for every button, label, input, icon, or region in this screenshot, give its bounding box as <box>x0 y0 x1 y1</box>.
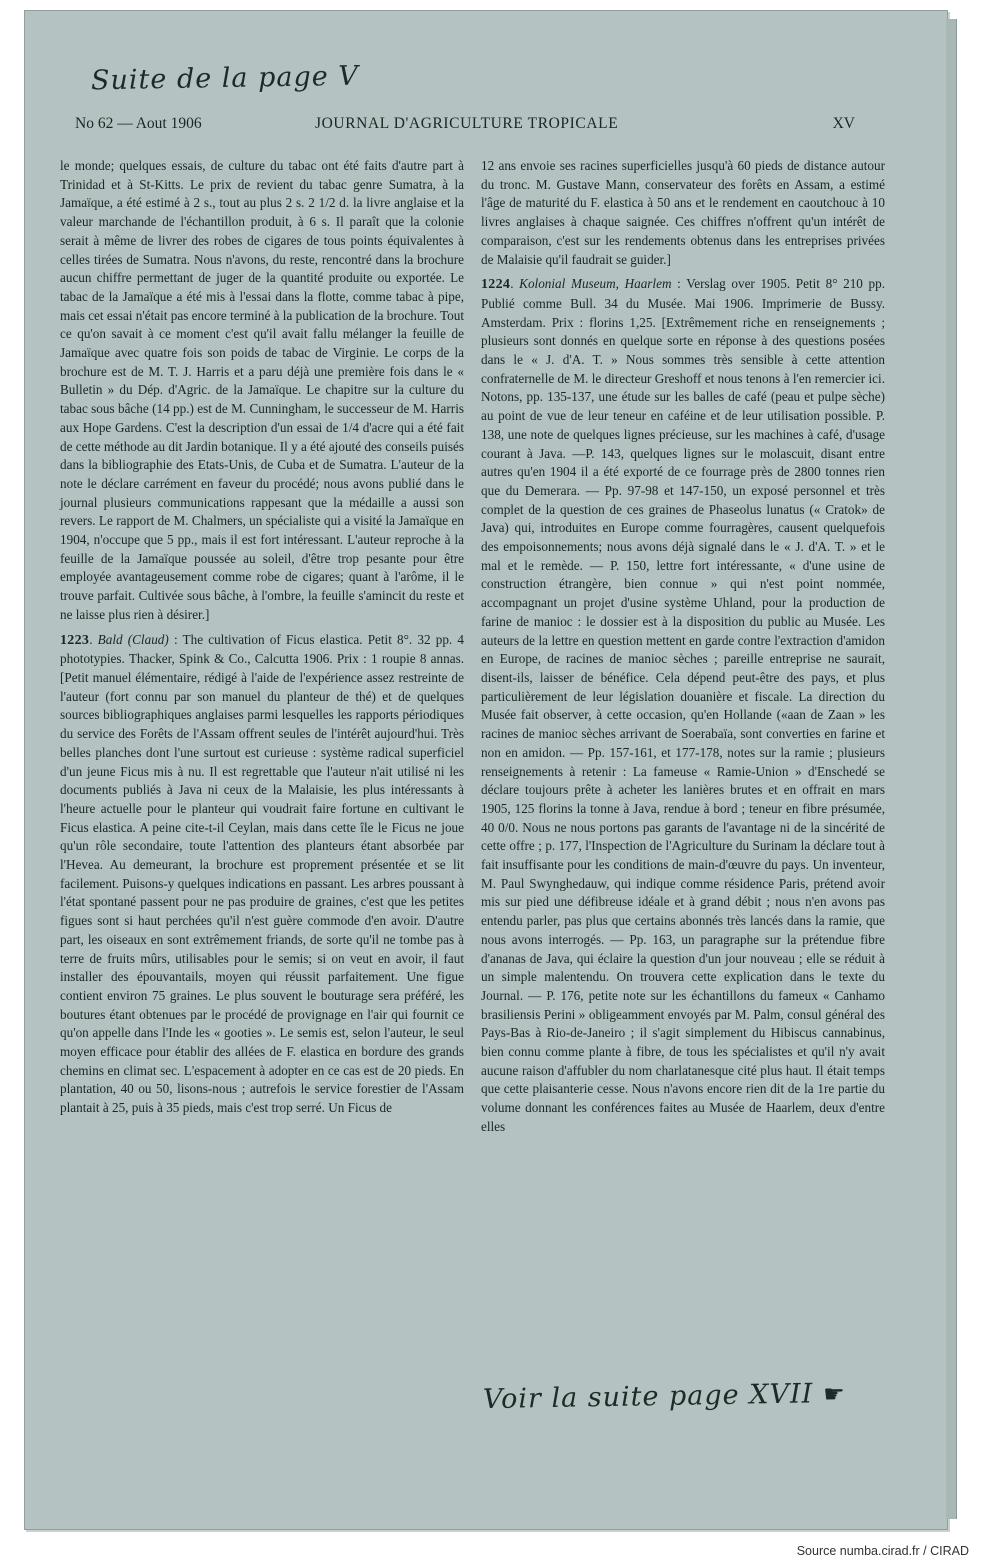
source-credit: Source numba.cirad.fr / CIRAD <box>796 1544 969 1558</box>
journal-title: JOURNAL D'AGRICULTURE TROPICALE <box>315 115 619 132</box>
page-header <box>75 115 855 143</box>
paragraph-tobacco: le monde; quelques essais, de culture du tabac ont été faits d'autre part à Trinidad et à St-Kitts. Le prix de revient du tabac genre Sumatra, à la Jamaïque, a été estimé à 2 s., tout au plus 2 s. 2 1/2 d. la livre anglaise et la valeur marchande de l'échantillon produit, à 6 s. Il paraît que la colonie serait à même de livrer des robes de cigares de tous points équivalentes à celles tirées de Sumatra. Nous n'avons, du reste, rencontré dans la brochure aucun chiffre permettant de juger de la quantité produite ou exportée. Le tabac de la Jamaïque a été mis à l'essai dans la flotte, comme tabac à pipe, mais cet essai n'était pas encore terminé à la publication de la brochure. Tout ce qu'on savait à ce moment c'est qu'il avait fallu mélanger la feuille de Jamaïque avec quatre fois son poids de tabac de Virginie. Le corps de la brochure est de M. T. J. Harris et a paru déjà une première fois dans le « Bulletin » du Dép. d'Agric. de la Jamaïque. Le chapitre sur la culture du tabac sous bâche (14 pp.) est de M. Cunningham, le successeur de M. Harris aux Hope Gardens. C'est la description d'un essai de 1/4 d'acre qui a été fait de cette méthode au dit Jardin botanique. Il y a été ajouté des conseils puisés dans la bibliographie des Etats-Unis, de Cuba et de Sumatra. L'auteur de la note le déclare carrément en faveur du procédé; nous avons publié dans le journal plusieurs communications rappesant que la médaille a aussi son revers. Le rapport de M. Chalmers, un spécialiste qui a visité la Jamaïque en 1904, n'occupe que 5 pp., mais il est fort intéressant. L'auteur reproche à la feuille de la Jamaïque poussée au soleil, d'être trop pesante pour être employée avantageusement comme robe de cigares; quant à l'arôme, il le trouve parfait. Cultivée sous bâche, à l'ombre, la feuille s'amincit du reste et ne laisse plus rien à désirer.] <box>60 158 465 622</box>
page-edge <box>946 19 957 1519</box>
entry-number: 1224 <box>481 277 511 293</box>
handwritten-note-bottom <box>483 1378 846 1415</box>
handwritten-note-top: Suite de la page V <box>90 60 360 97</box>
page-number: XV <box>832 115 855 132</box>
left-column <box>60 157 464 1124</box>
pointing-hand-icon: ☛ <box>823 1379 847 1409</box>
right-column <box>481 157 885 1143</box>
paragraph-ficus-end: 12 ans envoie ses racines superficielles jusqu'à 60 pieds de distance autour du tronc. M. Gustave Mann, conservateur des forêts en Assam, a estimé l'âge de maturité du F. elastica à 50 ans et le rendement en caoutchouc à 10 livres anglaises à chaque saignée. Ces chiffres n'offrent qu'un intérêt de comparaison, c'est sur les rendements obtenus dans les entreprises privées de Malaisie qu'il faudrait se guider.] <box>481 158 885 267</box>
entry-number: 1223 <box>60 632 90 648</box>
issue-number: No 62 — Aout 1906 <box>75 115 202 132</box>
continuation-text: Voir la suite page XVII <box>482 1378 814 1416</box>
entry-text: : Verslag over 1905. Petit 8° 210 pp. Publié comme Bull. 34 du Musée. Mai 1906. Imprimerie de Bussy. Amsterdam. Prix : florins 1,25. [Extrêmement riche en renseignements ; plusieurs sont donnés en quelque sorte en réponse à des questions posées dans le « J. d'A. T. » Nous sommes très sensible à cette attention confraternelle de M. le directeur Greshoff et nous tenons à l'en remercier ici. Notons, pp. 135-137, une étude sur les balles de café (peau et pulpe sèche) au point de vue de leur teneur en caféine et de leur utilisation possible. P. 138, une note de quelques lignes précieuse, sur les machines à café, d'usage courant à Java. —P. 143, quelques lignes sur le molascuit, disant entre autres qu'en 1904 il a été exporté de ce fourrage près de 2800 tonnes rien que du Demerara. — Pp. 97-98 et 147-150, un exposé personnel et très complet de la question de ces graines de Phaseolus lunatus (« Cratok» de Java) qui, introduites en Europe comme fourragères, causent quelquefois des empoisonnements; nous avons déjà signalé dans le « J. d'A. T. » et le mal et le remède. — P. 150, lettre fort intéressante, « d'une usine de construction étrangère, bien connue » qui n'est point nommée, accompagnant un projet d'usine système Uhland, pour la production de farine de manioc : le dossier est à la disposition du public au Musée. Les auteurs de la lettre en question mettent en garde contre l'extraction d'amidon en Europe, de racines de manioc sèches ; pareille entreprise ne saurait, disent-ils, laisser de bénéfice. Cela dépend peut-être des pays, et plus particulièrement de leur législation douanière et fiscale. La direction du Musée fait observer, à cette occasion, qu'en Hollande («aan de Zaan » les racines de manioc sèches arrivant de Soerabaïa, sont converties en farine et non en amidon. — Pp. 157-161, et 177-178, notes sur la ramie ; plusieurs renseignements à retenir : La fameuse « Ramie-Union » d'Enschedé se déclare toujours prête à acheter les lanières brutes et en offrait en mars 1905, 125 florins la tonne à Java, rendue à bord ; teneur en fibre présumée, 40 0/0. Nous ne nous portons pas garants de l'avantage ni de la sincérité de cette offre ; p. 177, l'Inspection de l'Agriculture du Surinam la déclare tout à fait insuffisante pour les conditions de main-d'œuvre du pays. Un inventeur, M. Paul Swynghedauw, qui indique comme résidence Paris, prétend avoir mis sur pied une défibreuse idéale et à grand débit ; nous n'en avons pas entendu parler, pas plus que certains abonnés très lancés dans la ramie, que nous avons interrogés. — Pp. 163, un paragraphe sur la prétendue fibre d'ananas de Java, qui éclaire la question d'un jour nouveau ; elle se réduit à un simple malentendu. On trouvera cette explication dans le texte du Journal. — P. 176, petite note sur les échantillons du fameux « Canhamo brasiliensis Perini » obligeamment envoyés par M. Palm, consul général des Pays-Bas à Rio-de-Janeiro ; il s'agit simplement du Hibiscus cannabinus, bien connu comme plante à fibre, de tous les spécialistes et qu'il n'y avait aucune raison d'affubler du nom charlatanesque cité plus haut. Il était temps que cette plaisanterie cesse. Nous n'avons encore rien dit de la 1re partie du volume donnant les conférences faites au Musée de Haarlem, deux d'entre elles <box>481 276 886 1134</box>
entry-text: : The cultivation of Ficus elastica. Petit 8°. 32 pp. 4 phototypies. Thacker, Spink & Co., Calcutta 1906. Prix : 1 roupie 8 annas. [Petit manuel élémentaire, rédigé à l'aide de l'expérience assez restreinte de l'auteur (fort connu par son manuel du planteur de thé) et de quelques sources bibliographiques anglaises parmi lesquelles les rapports périodiques du service des Forêts de l'Assam offrent seules de l'intérêt aujourd'hui. Très belles planches dont l'une surtout est curieuse : système radical superficiel d'un jeune Ficus mis à nu. Il est regrettable que l'auteur n'ait utilisé ni les documents publiés à Java ni ceux de la Malaisie, les plus intéressants à l'heure actuelle pour le planteur qui voudrait faire fortune en cultivant le Ficus elastica. A peine cite-t-il Ceylan, mais dans cette île le Ficus ne joue qu'un rôle secondaire, toute l'attention des planteurs étant absorbée par l'Hevea. Au demeurant, la brochure est proprement présentée et se lit facilement. Puisons-y quelques indications en passant. Les arbres poussant à l'état spontané passent pour ne pas produire de graines, c'est que les petites figues sont si haut perchées qu'il n'est guère commode d'en avoir. D'autre part, les oiseaux en sont extrêmement friands, de sorte qu'il ne tombe pas à terre de fruits mûrs, utilisables pour le semis; si on veut en avoir, il faut installer des épouvantails, moyen qui réussit parfaitement. Une figue contient environ 75 graines. Le plus souvent le bouturage sera préféré, les boutures étant obtenues par le procédé de provignage en l'air qui fournit ce qu'on appelle dans l'Inde les « gooties ». Le semis est, selon l'auteur, le seul moyen efficace pour établir des allées de F. elastica en bordure des grands chemins en climat sec. L'espacement à adopter en ce cas est de 20 pieds. En plantation, 40 ou 50, lisons-nous ; autrefois le service forestier de l'Assam plantait à 25, puis à 35 pieds, mais c'est trop serré. Un Ficus de <box>60 631 464 1116</box>
entry-author: Bald (Claud) <box>97 631 169 647</box>
scanned-page <box>24 10 948 1530</box>
entry-1223: 1223. Bald (Claud) : The cultivation of Ficus elastica. Petit 8°. 32 pp. 4 phototypies. Thacker, Spink & Co., Calcutta 1906. Prix : 1 roupie 8 annas. [Petit manuel élémentaire, rédigé à l'aide de l'expérience assez restreinte de l'auteur (fort connu par son manuel du planteur de thé) et de quelques sources bibliographiques anglaises parmi lesquelles les rapports périodiques du service des Forêts de l'Assam offrent seules de l'intérêt aujourd'hui. Très belles planches dont l'une surtout est curieuse : système radical superficiel d'un jeune Ficus mis à nu. Il est regrettable que l'auteur n'ait utilisé ni les documents publiés à Java ni ceux de la Malaisie, les plus intéressants à l'heure actuelle pour le planteur qui voudrait faire fortune en cultivant le Ficus elastica. A peine cite-t-il Ceylan, mais dans cette île le Ficus ne joue qu'un rôle secondaire, toute l'attention des planteurs étant absorbée par l'Hevea. Au demeurant, la brochure est proprement présentée et se lit facilement. Puisons-y quelques indications en passant. Les arbres poussant à l'état spontané passent pour ne pas produire de graines, c'est que les petites figues sont si haut perchées qu'il n'est guère commode d'en avoir. D'autre part, les oiseaux en sont extrêmement friands, de sorte qu'il ne tombe pas à terre de fruits mûrs, utilisables pour le semis; si on veut en avoir, il faut installer des épouvantails, moyen qui réussit parfaitement. Une figue contient environ 75 graines. Le plus souvent le bouturage sera préféré, les boutures étant obtenues par le procédé de provignage en l'air qui fournit ce qu'on appelle dans l'Inde les « gooties ». Le semis est, selon l'auteur, le seul moyen efficace pour établir des allées de F. elastica en bordure des grands chemins en climat sec. L'espacement à adopter en ce cas est de 20 pieds. En plantation, 40 ou 50, lisons-nous ; autrefois le service forestier de l'Assam plantait à 25, puis à 35 pieds, mais c'est trop serré. Un Ficus de <box>60 631 464 1116</box>
entry-author: Kolonial Museum, Haarlem <box>519 276 672 292</box>
entry-1224: 1224. Kolonial Museum, Haarlem : Verslag over 1905. Petit 8° 210 pp. Publié comme Bull. 34 du Musée. Mai 1906. Imprimerie de Bussy. Amsterdam. Prix : florins 1,25. [Extrêmement riche en renseignements ; plusieurs sont donnés en quelque sorte en réponse à des questions posées dans le « J. d'A. T. » Nous sommes très sensible à cette attention confraternelle de M. le directeur Greshoff et nous tenons à l'en remercier ici. Notons, pp. 135-137, une étude sur les balles de café (peau et pulpe sèche) au point de vue de leur teneur en caféine et de leur utilisation possible. P. 138, une note de quelques lignes précieuse, sur les machines à café, d'usage courant à Java. —P. 143, quelques lignes sur le molascuit, disant entre autres qu'en 1904 il a été exporté de ce fourrage près de 2800 tonnes rien que du Demerara. — Pp. 97-98 et 147-150, un exposé personnel et très complet de la question de ces graines de Phaseolus lunatus (« Cratok» de Java) qui, introduites en Europe comme fourragères, causent quelquefois des empoisonnements; nous avons déjà signalé dans le « J. d'A. T. » et le mal et le remède. — P. 150, lettre fort intéressante, « d'une usine de construction étrangère, bien connue » qui n'est point nommée, accompagnant un projet d'usine système Uhland, pour la production de farine de manioc : le dossier est à la disposition du public au Musée. Les auteurs de la lettre en question mettent en garde contre l'extraction d'amidon en Europe, de racines de manioc sèches ; pareille entreprise ne saurait, disent-ils, laisser de bénéfice. Cela dépend peut-être des pays, et plus particulièrement de leur législation douanière et fiscale. La direction du Musée fait observer, à cette occasion, qu'en Hollande («aan de Zaan » les racines de manioc sèches arrivant de Soerabaïa, sont converties en farine et non en amidon. — Pp. 157-161, et 177-178, notes sur la ramie ; plusieurs renseignements à retenir : La fameuse « Ramie-Union » d'Enschedé se déclare toujours prête à acheter les lanières brutes et en offrait en mars 1905, 125 florins la tonne à Java, rendue à bord ; teneur en fibre présumée, 40 0/0. Nous ne nous portons pas garants de l'avantage ni de la sincérité de cette offre ; p. 177, l'Inspection de l'Agriculture du Surinam la déclare tout à fait insuffisante pour les conditions de main-d'œuvre du pays. Un inventeur, M. Paul Swynghedauw, qui indique comme résidence Paris, prétend avoir mis sur pied une défibreuse idéale et à grand débit ; nous n'en avons pas entendu parler, pas plus que certains abonnés très lancés dans la ramie, que nous avons interrogés. — Pp. 163, un paragraphe sur la prétendue fibre d'ananas de Java, qui éclaire la question d'un jour nouveau ; elle se réduit à un simple malentendu. On trouvera cette explication dans le texte du Journal. — P. 176, petite note sur les échantillons du fameux « Canhamo brasiliensis Perini » obligeamment envoyés par M. Palm, consul général des Pays-Bas à Rio-de-Janeiro ; il s'agit simplement du Hibiscus cannabinus, bien connu comme plante à fibre, de tous les spécialistes et qu'il n'y avait aucune raison d'affubler du nom charlatanesque cité plus haut. Il était temps que cette plaisanterie cesse. Nous n'avons encore rien dit de la 1re partie du volume donnant les conférences faites au Musée de Haarlem, deux d'entre elles <box>481 276 886 1134</box>
